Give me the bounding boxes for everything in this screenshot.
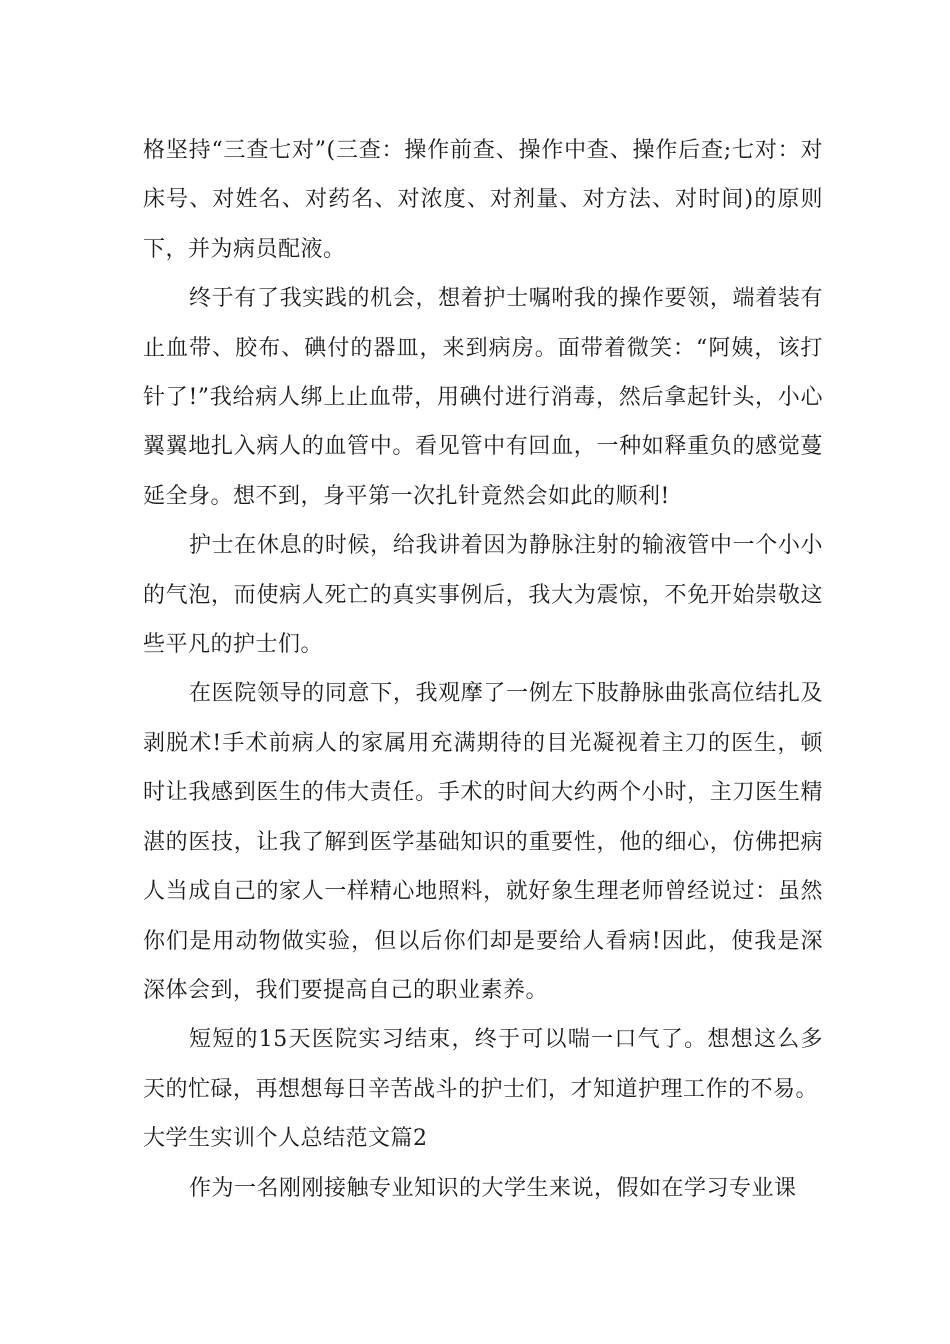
- paragraph-nurse-story: 护士在休息的时候，给我讲着因为静脉注射的输液管中一个小小的气泡，而使病人死亡的真实事例后，我大为震惊，不免开始崇敬这些平凡的护士们。: [143, 533, 823, 658]
- paragraph-section2-intro: 作为一名刚刚接触专业知识的大学生来说，假如在学习专业课: [189, 1175, 797, 1201]
- document-body: [143, 126, 823, 1213]
- section-heading: 大学生实训个人总结范文篇2: [143, 1126, 428, 1152]
- paragraph-internship-end: 短短的15天医院实习结束，终于可以喘一口气了。想想这么多天的忙碌，再想想每日辛苦战斗的护士们，才知道护理工作的不易。: [143, 1027, 823, 1102]
- paragraph-principle: 格坚持“三查七对”(三查：操作前查、操作中查、操作后查;七对：对床号、对姓名、对药名、对浓度、对剂量、对方法、对时间)的原则下，并为病员配液。: [143, 138, 823, 262]
- paragraph-surgery-observation: 在医院领导的同意下，我观摩了一例左下肢静脉曲张高位结扎及剥脱术!手术前病人的家属用充满期待的目光凝视着主刀的医生，顿时让我感到医生的伟大责任。手术的时间大约两个小时，主刀医生精湛的医技，让我了解到医学基础知识的重要性，他的细心，仿佛把病人当成自己的家人一样精心地照料，就好象生理老师曾经说过：虽然你们是用动物做实验，但以后你们却是要给人看病!因此，使我是深深体会到，我们要提高自己的职业素养。: [143, 681, 823, 1003]
- paragraph-first-injection: 终于有了我实践的机会，想着护士嘱咐我的操作要领，端着装有止血带、胶布、碘付的器皿，来到病房。面带着微笑：“阿姨，该打针了!”我给病人绑上止血带，用碘付进行消毒，然后拿起针头，小心翼翼地扎入病人的血管中。看见管中有回血，一种如释重负的感觉蔓延全身。想不到，身平第一次扎针竟然会如此的顺利!: [143, 286, 823, 509]
